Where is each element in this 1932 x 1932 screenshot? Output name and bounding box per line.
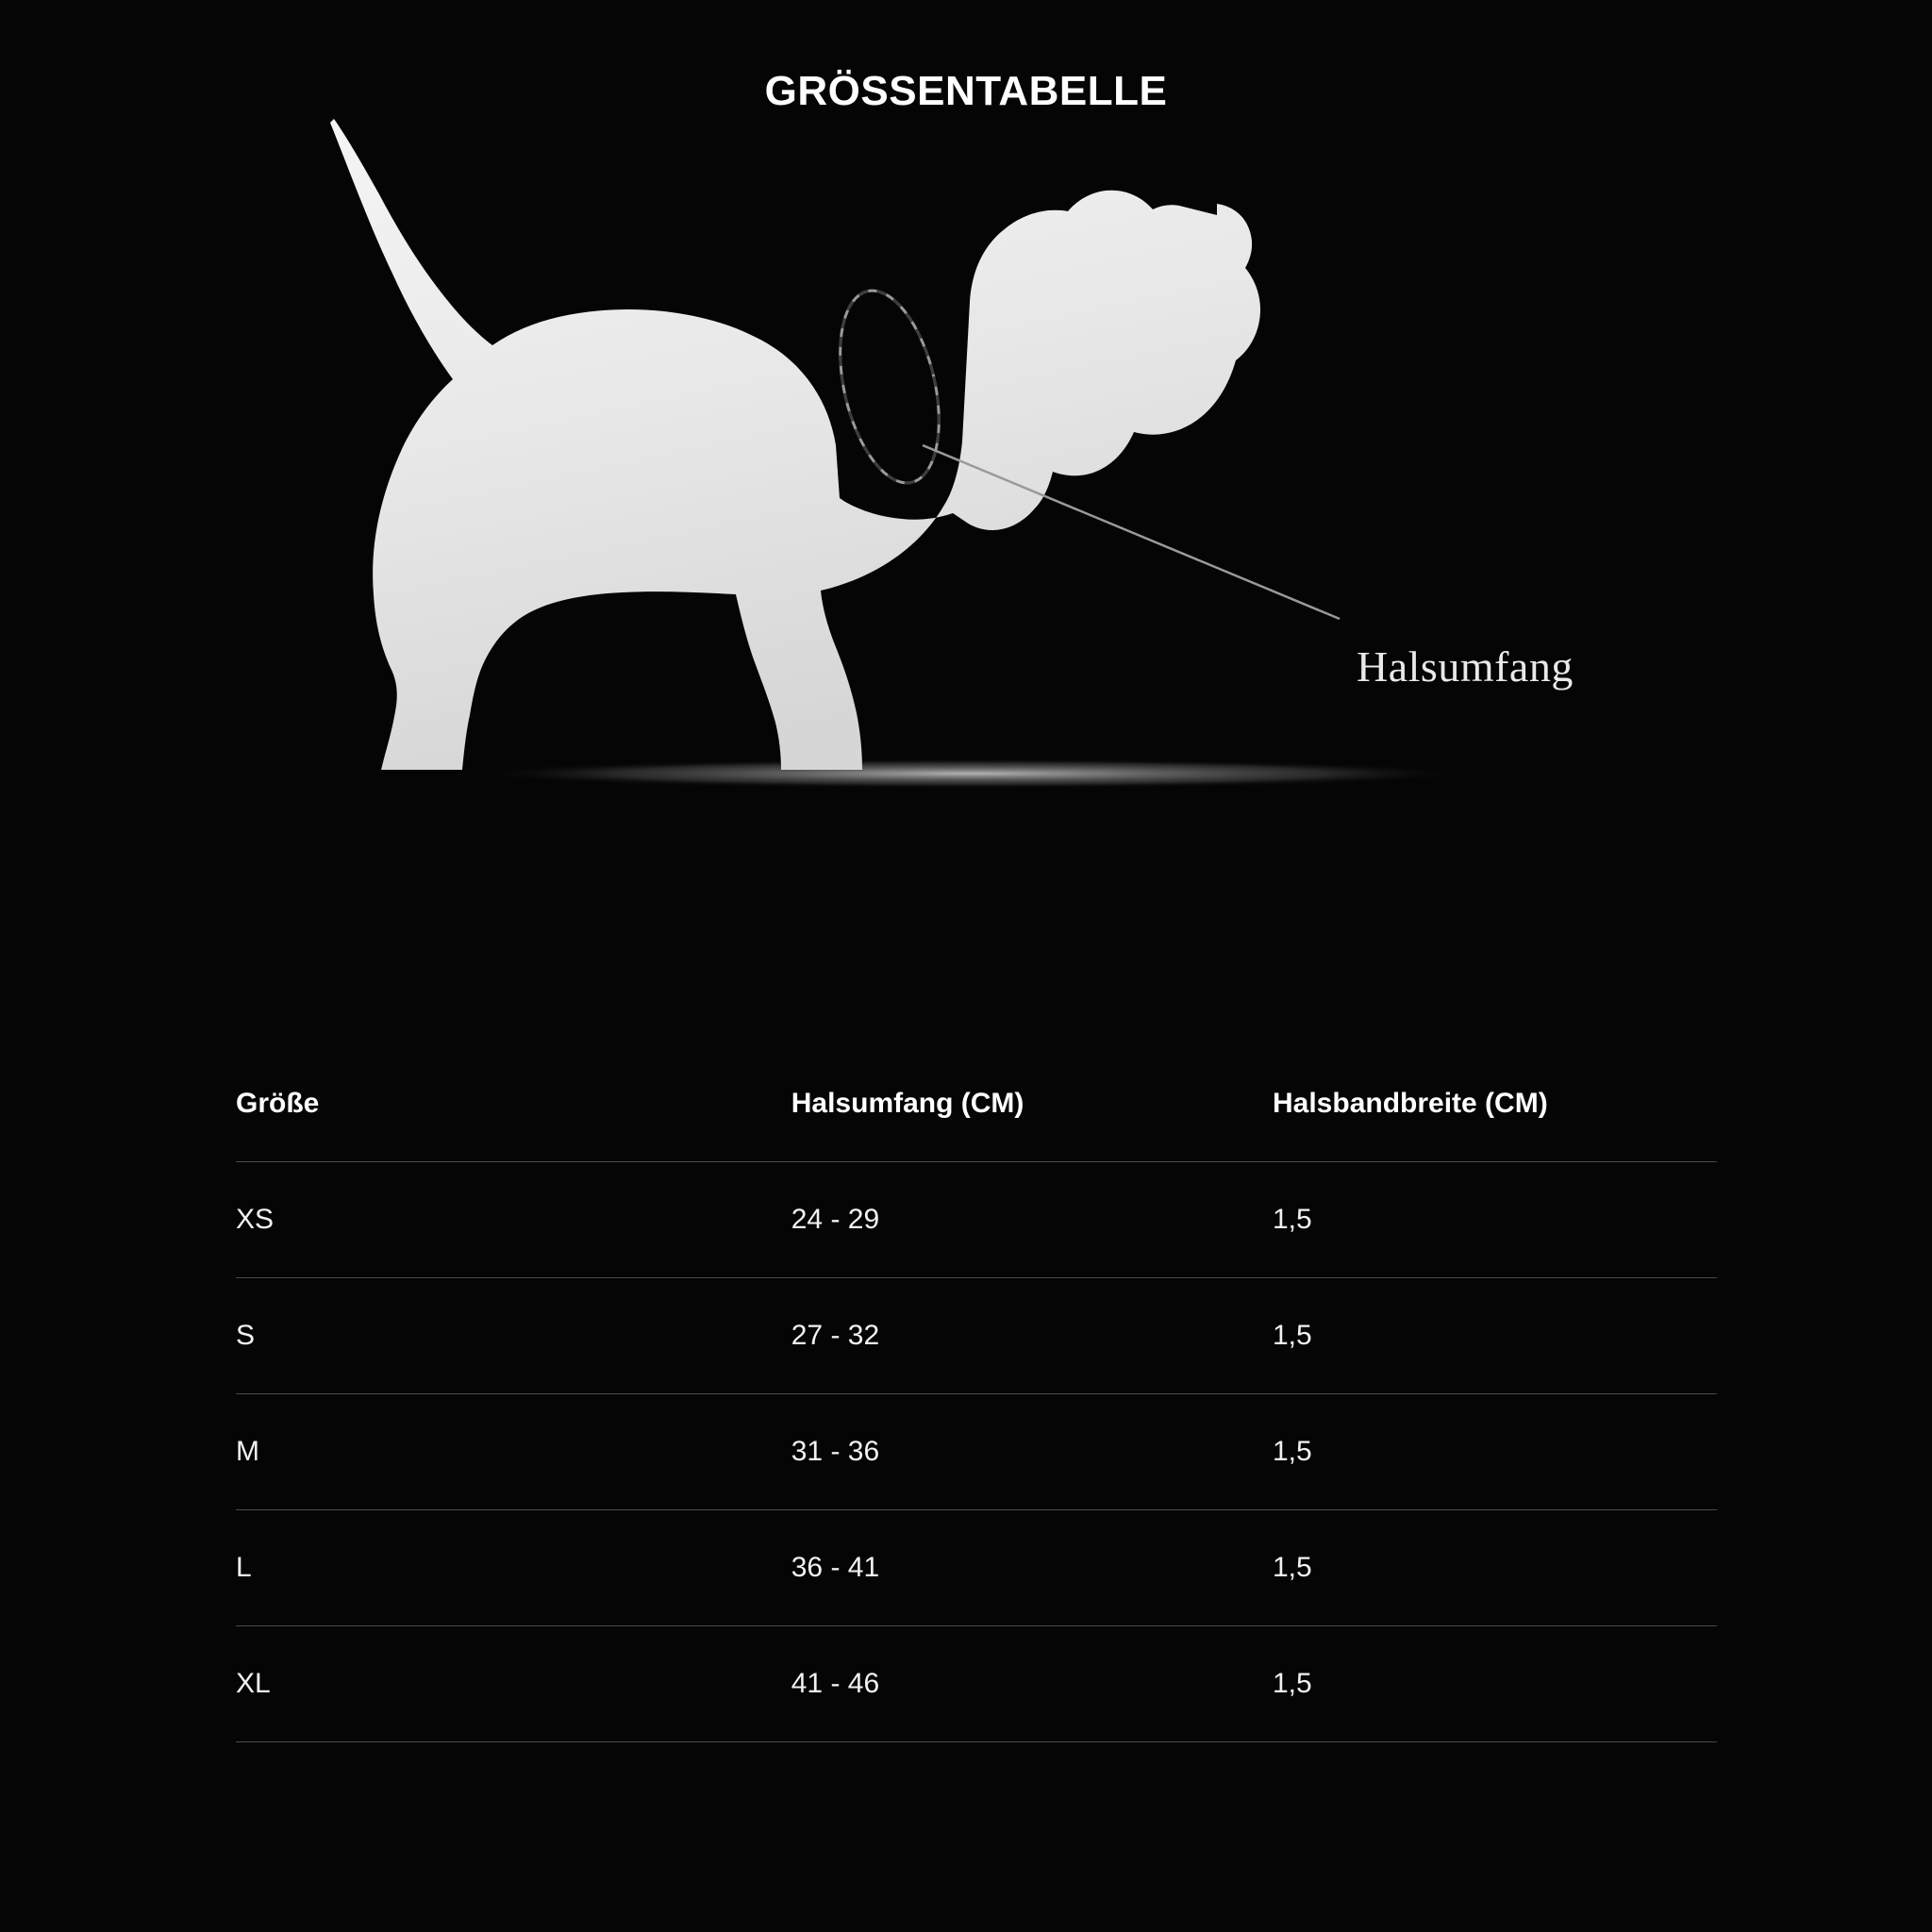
table-row	[236, 1277, 1717, 1393]
dog-silhouette-icon	[330, 119, 1260, 770]
cell-neck: 27 - 32	[791, 1277, 1273, 1393]
collar-measurement-icon	[824, 281, 956, 492]
cell-width: 1,5	[1273, 1625, 1717, 1741]
page-title: GRÖSSENTABELLE	[764, 68, 1168, 114]
cell-width: 1,5	[1273, 1161, 1717, 1277]
cell-width: 1,5	[1273, 1509, 1717, 1625]
table-row	[236, 1393, 1717, 1509]
cell-size: S	[236, 1277, 791, 1393]
cell-neck: 24 - 29	[791, 1161, 1273, 1277]
column-header-size: Größe	[236, 1088, 320, 1119]
callout-label: Halsumfang	[1357, 642, 1574, 691]
cell-width: 1,5	[1273, 1393, 1717, 1509]
table-row	[236, 1509, 1717, 1625]
ground-shadow-icon	[462, 758, 1481, 789]
size-table-wrap	[236, 1075, 1717, 1742]
cell-size: XL	[236, 1625, 791, 1741]
dog-illustration	[311, 113, 1632, 1000]
table-row	[236, 1625, 1717, 1741]
cell-neck: 31 - 36	[791, 1393, 1273, 1509]
cell-size: L	[236, 1509, 791, 1625]
size-table	[236, 1075, 1717, 1741]
table-row	[236, 1161, 1717, 1277]
cell-neck: 41 - 46	[791, 1625, 1273, 1741]
callout-leader-line	[923, 445, 1340, 619]
table-header-row	[236, 1075, 1717, 1161]
cell-neck: 36 - 41	[791, 1509, 1273, 1625]
cell-size: M	[236, 1393, 791, 1509]
column-header-neck: Halsumfang (CM)	[791, 1088, 1024, 1119]
cell-width: 1,5	[1273, 1277, 1717, 1393]
column-header-width: Halsbandbreite (CM)	[1273, 1088, 1548, 1119]
table-bottom-divider	[236, 1741, 1717, 1742]
cell-size: XS	[236, 1161, 791, 1277]
